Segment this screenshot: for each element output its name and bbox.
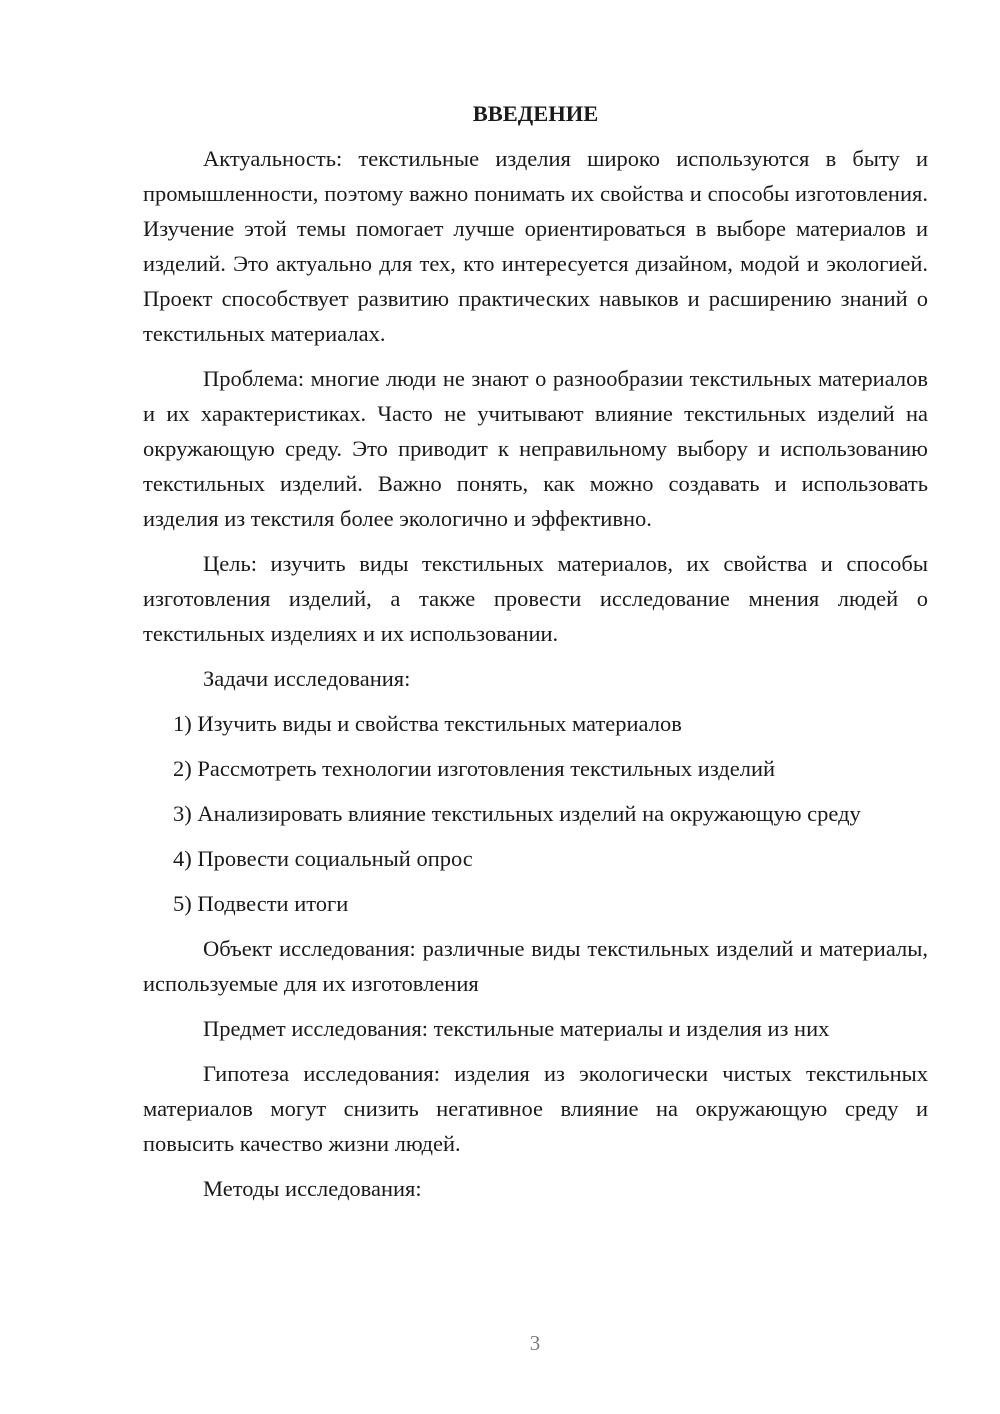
goal-paragraph: Цель: изучить виды текстильных материалов, их свойства и способы изготовления изделий, а также провести исследование мнения людей о текстильных изделиях и их использовании. [143,551,928,646]
task-item: 4) Провести социальный опрос [173,846,473,871]
tasks-heading: Задачи исследования: [203,666,411,691]
problem-paragraph: Проблема: многие люди не знают о разнообразии текстильных материалов и их характеристиках. Часто не учитывают влияние текстильных изделий на окружающую среду. Это приводит к неправильному выбору и использованию текстильных изделий. Важно понять, как можно создавать и использовать изделия из текстиля более экологично и эффективно. [143,366,928,531]
methods-heading: Методы исследования: [203,1176,422,1201]
subject-paragraph: Предмет исследования: текстильные материалы и изделия из них [203,1016,830,1041]
relevance-paragraph: Актуальность: текстильные изделия широко используются в быту и промышленности, поэтому важно понимать их свойства и способы изготовления. Изучение этой темы помогает лучше ориентироваться в выборе материалов и изделий. Это актуально для тех, кто интересуется дизайном, модой и экологией. Проект способствует развитию практических навыков и расширению знаний о текстильных материалах. [143,146,928,346]
task-item: 3) Анализировать влияние текстильных изделий на окружающую среду [173,801,861,826]
task-item: 2) Рассмотреть технологии изготовления текстильных изделий [173,756,776,781]
hypothesis-paragraph: Гипотеза исследования: изделия из экологически чистых текстильных материалов могут снизить негативное влияние на окружающую среду и повысить качество жизни людей. [143,1061,928,1156]
page-content [143,96,928,1216]
section-title: ВВЕДЕНИЕ [472,101,599,126]
task-item: 5) Подвести итоги [173,891,349,916]
task-item: 1) Изучить виды и свойства текстильных материалов [173,711,682,736]
page-number: 3 [529,1331,541,1355]
object-paragraph: Объект исследования: различные виды текстильных изделий и материалы, используемые для их изготовления [143,936,928,996]
